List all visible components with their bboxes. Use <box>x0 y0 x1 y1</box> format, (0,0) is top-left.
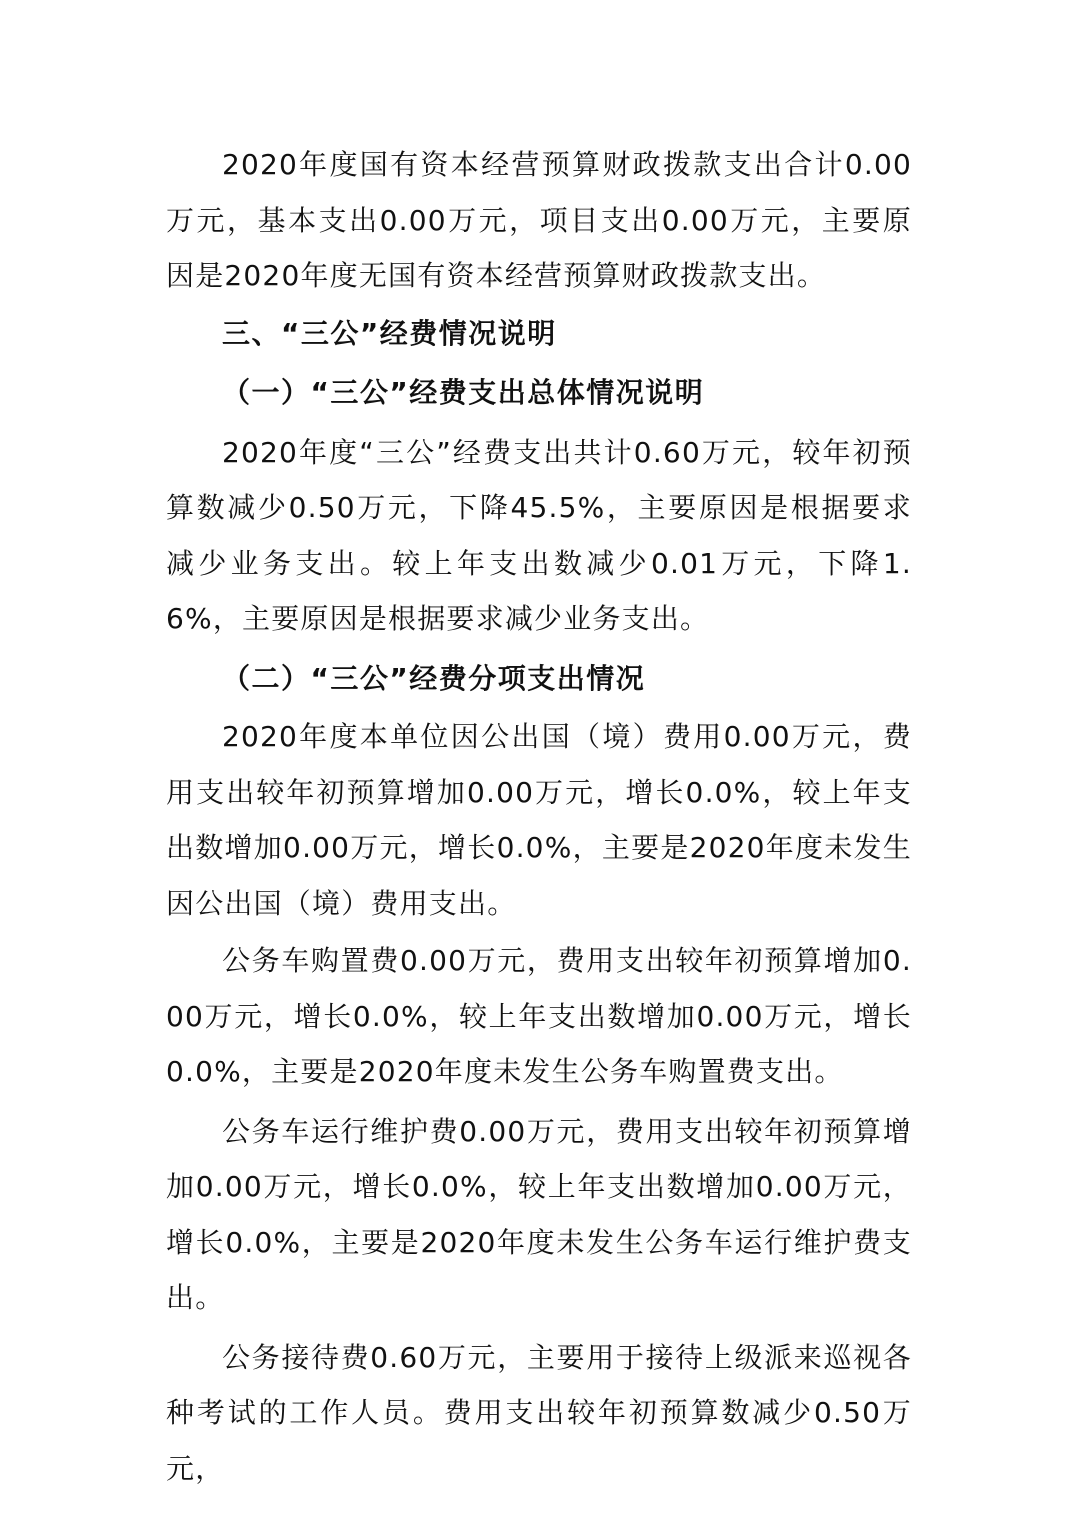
paragraph-overseas-travel: 2020年度本单位因公出国（境）费用0.00万元，费用支出较年初预算增加0.00万元，增长0.0%，较上年支出数增加0.00万元，增长0.0%，主要是2020年度未发生因公出国（境）费用支出。 <box>166 720 912 920</box>
paragraph-official-reception: 公务接待费0.60万元，主要用于接待上级派来巡视各种考试的工作人员。费用支出较年初预算数减少0.50万元， <box>166 1340 912 1485</box>
document-body <box>166 137 912 1496</box>
paragraph-vehicle-maintenance: 公务车运行维护费0.00万元，费用支出较年初预算增加0.00万元，增长0.0%，较上年支出数增加0.00万元，增长0.0%，主要是2020年度未发生公务车运行维护费支出。 <box>166 1114 912 1314</box>
paragraph-vehicle-purchase: 公务车购置费0.00万元，费用支出较年初预算增加0.00万元，增长0.0%，较上年支出数增加0.00万元，增长0.0%，主要是2020年度未发生公务车购置费支出。 <box>166 944 912 1088</box>
paragraph-overall-expenses: 2020年度“三公”经费支出共计0.60万元，较年初预算数减少0.50万元，下降45.5%，主要原因是根据要求减少业务支出。较上年支出数减少0.01万元，下降1.6%，主要原因是根据要求减少业务支出。 <box>166 435 912 635</box>
subheading-itemized-expenses: （二）“三公”经费分项支出情况 <box>222 661 646 695</box>
subheading-overall-expenses: （一）“三公”经费支出总体情况说明 <box>222 376 705 409</box>
section-heading-three-public-expenses: 三、“三公”经费情况说明 <box>222 316 557 350</box>
paragraph-state-capital-budget: 2020年度国有资本经营预算财政拨款支出合计0.00万元，基本支出0.00万元，项目支出0.00万元，主要原因是2020年度无国有资本经营预算财政拨款支出。 <box>166 148 912 292</box>
